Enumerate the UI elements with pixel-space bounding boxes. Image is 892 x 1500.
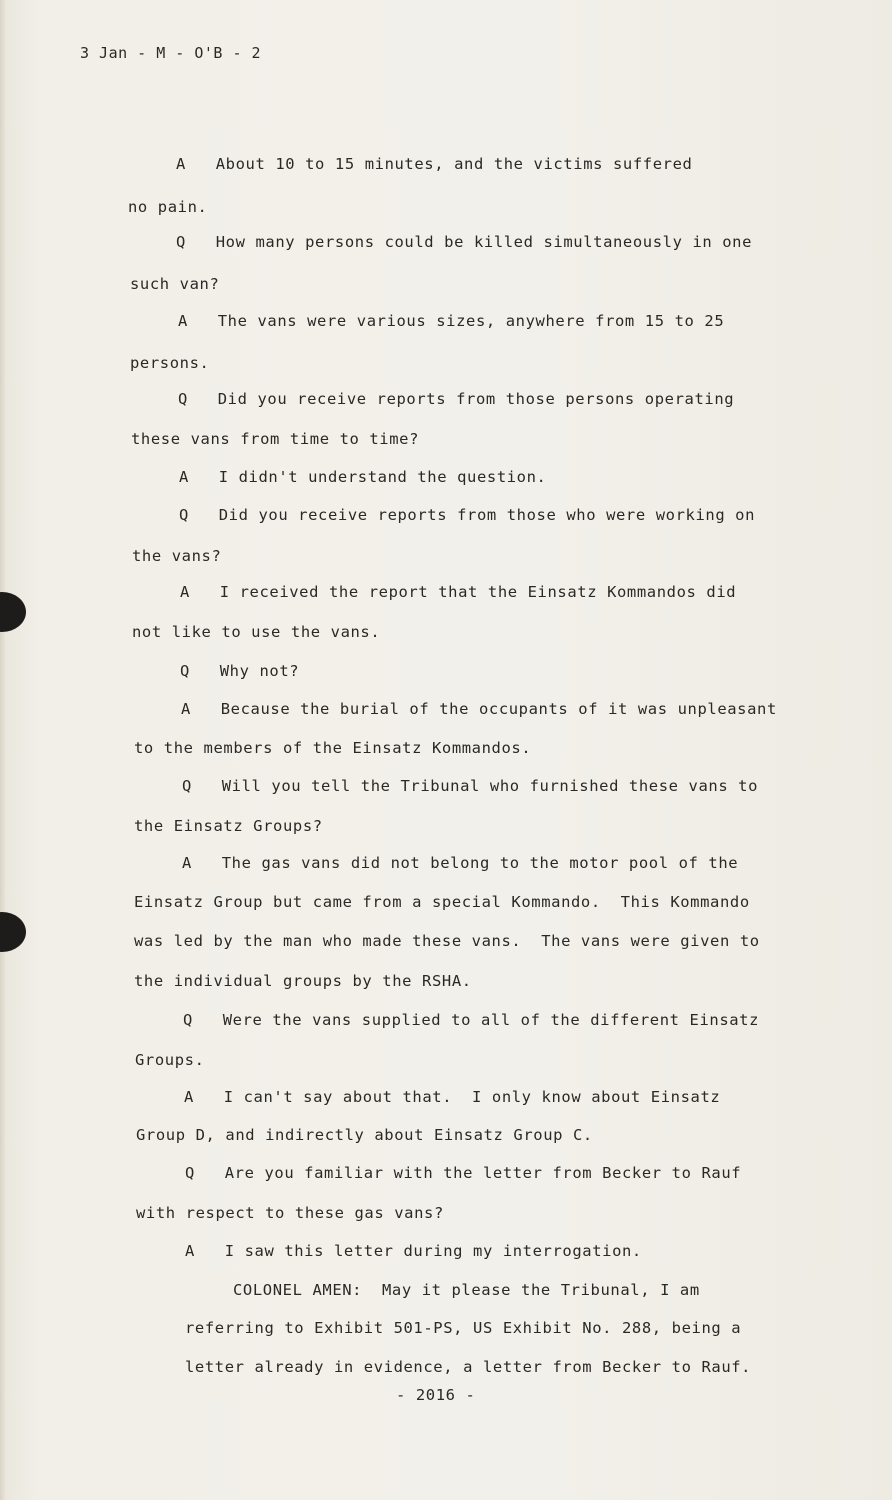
transcript-line: Q Were the vans supplied to all of the different Einsatz (183, 1011, 760, 1029)
transcript-line: letter already in evidence, a letter from Becker to Rauf. (185, 1358, 752, 1376)
transcript-line: A About 10 to 15 minutes, and the victims suffered (176, 155, 693, 173)
transcript-line: was led by the man who made these vans. The vans were given to (134, 932, 760, 950)
transcript-line: Q Why not? (180, 662, 300, 680)
transcript-line: Q Did you receive reports from those persons operating (178, 390, 735, 408)
punch-hole-lower (0, 912, 26, 952)
transcript-line: Q How many persons could be killed simultaneously in one (176, 233, 753, 251)
transcript-line: A I can't say about that. I only know about Einsatz (184, 1088, 721, 1106)
transcript-line: these vans from time to time? (131, 430, 420, 448)
transcript-line: A I didn't understand the question. (179, 468, 547, 486)
transcript-line: A The gas vans did not belong to the motor pool of the (182, 854, 739, 872)
page-reference-header: 3 Jan - M - O'B - 2 (80, 44, 262, 62)
transcript-line: not like to use the vans. (132, 623, 381, 641)
transcript-line: Q Will you tell the Tribunal who furnished these vans to (182, 777, 759, 795)
transcript-line: A The vans were various sizes, anywhere from 15 to 25 (178, 312, 725, 330)
transcript-line: no pain. (128, 198, 208, 216)
transcript-line: Q Did you receive reports from those who were working on (179, 506, 756, 524)
transcript-line: COLONEL AMEN: May it please the Tribunal, I am (233, 1281, 700, 1299)
transcript-line: Einsatz Group but came from a special Kommando. This Kommando (134, 893, 750, 911)
paper-edge (0, 0, 6, 1500)
transcript-line: referring to Exhibit 501-PS, US Exhibit No. 288, being a (185, 1319, 742, 1337)
transcript-line: Q Are you familiar with the letter from Becker to Rauf (185, 1164, 742, 1182)
transcript-line: A Because the burial of the occupants of it was unpleasant (181, 700, 777, 718)
page-number: - 2016 - (396, 1386, 476, 1404)
transcript-line: the individual groups by the RSHA. (134, 972, 472, 990)
transcript-line: Group D, and indirectly about Einsatz Group C. (136, 1126, 593, 1144)
transcript-line: to the members of the Einsatz Kommandos. (134, 739, 532, 757)
transcript-line: Groups. (135, 1051, 205, 1069)
transcript-line: the vans? (132, 547, 222, 565)
transcript-line: the Einsatz Groups? (134, 817, 323, 835)
transcript-line: with respect to these gas vans? (136, 1204, 444, 1222)
transcript-line: persons. (130, 354, 210, 372)
transcript-line: A I saw this letter during my interrogation. (185, 1242, 642, 1260)
punch-hole-upper (0, 592, 26, 632)
transcript-line: A I received the report that the Einsatz Kommandos did (180, 583, 737, 601)
transcript-line: such van? (130, 275, 220, 293)
